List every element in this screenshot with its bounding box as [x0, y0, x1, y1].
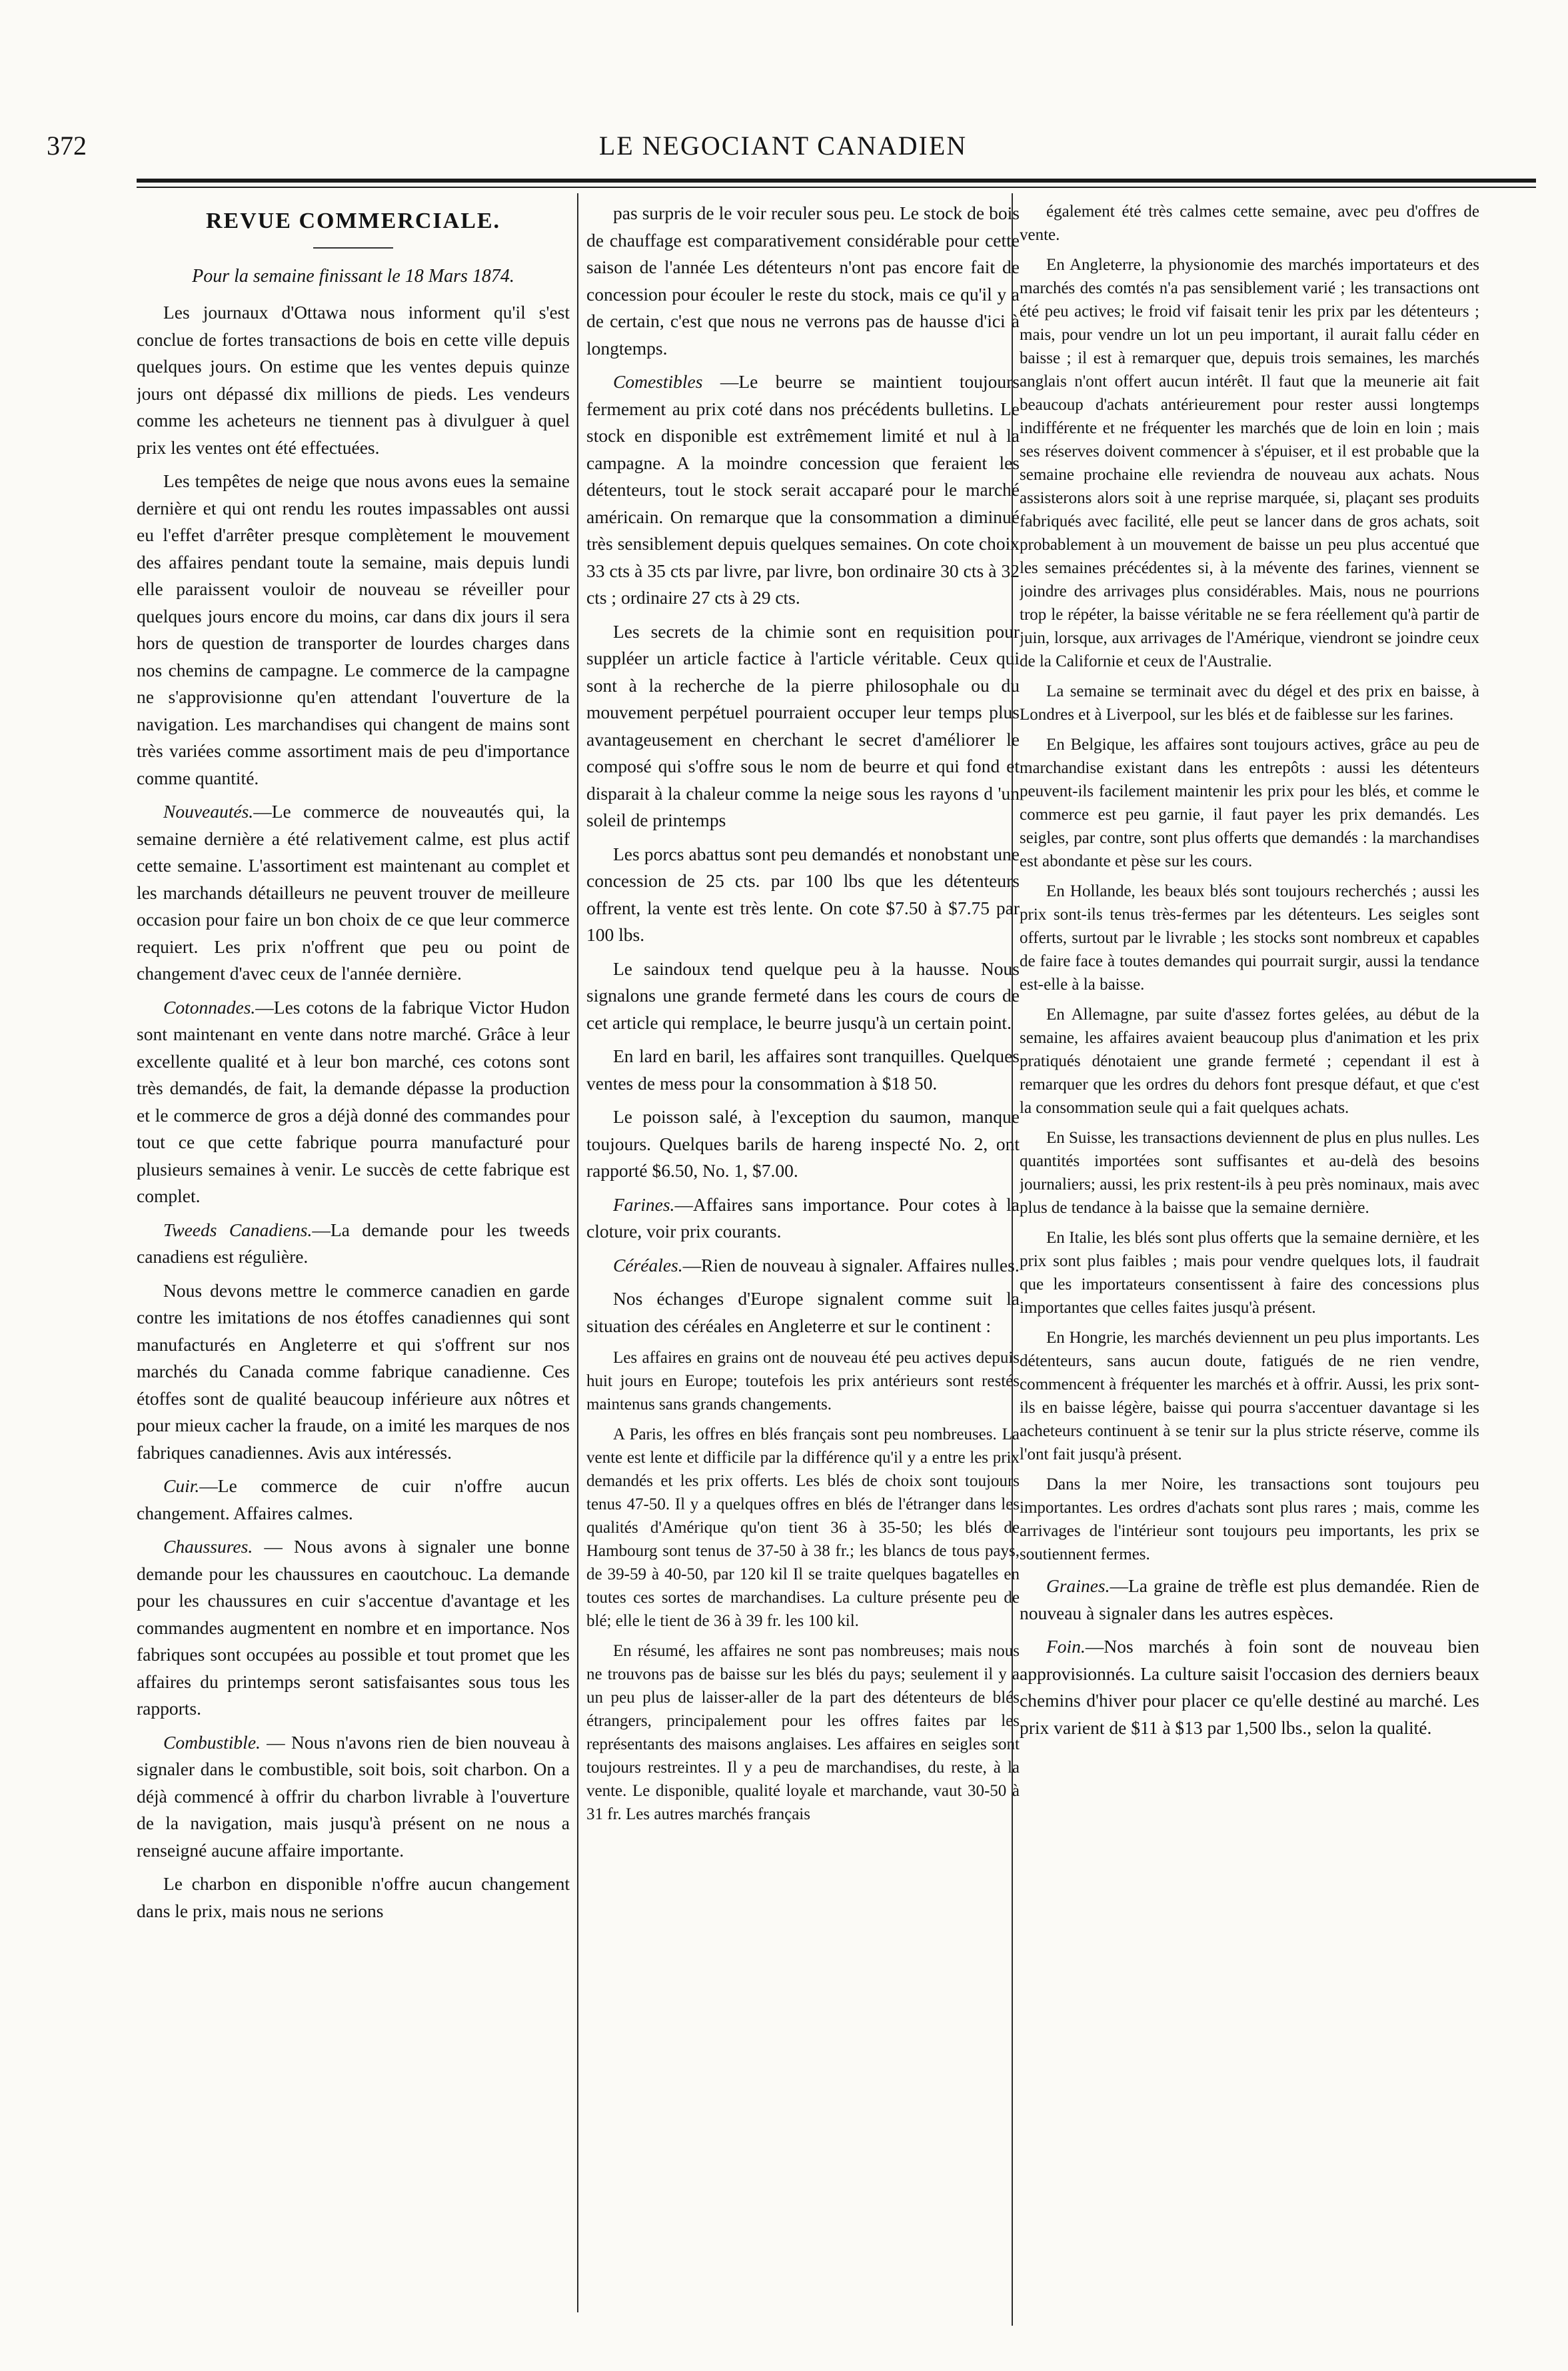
- paragraph-text: —Le commerce de cuir n'offre aucun changement. Affaires calmes.: [137, 1475, 570, 1523]
- heading-rule: [313, 247, 393, 249]
- article-paragraph: [137, 1729, 570, 1865]
- article-paragraph: [1020, 733, 1479, 873]
- paragraph-text: —Les cotons de la fabrique Victor Hudon sont maintenant en vente dans notre marché. Grâce à leur excellente qualité et à leur bon marché, ces cotons sont très demandés, de fait, la demande dépasse la production et le commerce de gros a déjà donné des commandes pour tout ce que cette fabrique pourra manufacturé pour plusieurs semaines à venir. Le succès de cette fabrique est complet.: [137, 996, 570, 1206]
- column-3: [1020, 200, 1479, 2339]
- dateline: Pour la semaine finissant le 18 Mars 1874.: [192, 265, 514, 287]
- paragraph-text: Nous devons mettre le commerce canadien en garde contre les imitations de nos étoffes canadiennes qui sont manufacturés en Angleterre et qui s'offrent sur nos marchés du Canada comme fabrique canadienne. Ces étoffes sont de qualité beaucoup inférieure aux nôtres et pour mieux cacher la fraude, on a imité les marques de nos fabriques canadiennes. Avis aux intéressés.: [137, 1279, 570, 1463]
- page-header: [47, 130, 1519, 170]
- article-paragraph: [1020, 680, 1479, 726]
- header-rule-thin: [137, 187, 1536, 188]
- paragraph-text: A Paris, les offres en blés français sont peu nombreuses. La vente est lente et difficile par la différence qu'il y a entre les prix demandés et les prix offerts. Les blés de choix sont toujours tenus 47-50. Il y a quelques offres en blés de l'étranger dans les qualités d'Amérique qu'on tient 36 à 35-50; les blés de Hambourg sont tenus de 37-50 à 38 fr.; les blancs de tous pays, de 39-59 à 40-50, par 120 kil Il se traite quelques bagatelles en toutes ces sortes de marchandises. La culture présente peu de blé; elle le tient de 36 à 39 fr. les 100 kil.: [586, 1425, 1020, 1630]
- paragraph-text: Nos échanges d'Europe signalent comme suit la situation des céréales en Angleterre et sur le continent :: [586, 1288, 1020, 1336]
- paragraph-rubric: Comestibles: [613, 371, 703, 392]
- article-paragraph: [1020, 253, 1479, 673]
- paragraph-text: Le charbon en disponible n'offre aucun changement dans le prix, mais nous ne serions: [137, 1873, 570, 1921]
- paragraph-rubric: Cuir.: [163, 1475, 200, 1496]
- article-paragraph: [586, 1346, 1020, 1416]
- article-paragraph: [586, 956, 1020, 1037]
- article-paragraph: [1020, 880, 1479, 996]
- paragraph-text: Les tempêtes de neige que nous avons eues la semaine dernière et qui ont rendu les routes impassables ont aussi eu l'effet d'arrêter presque complètement le mouvement des affaires pendant toute la semaine, mais depuis lundi elle paraissent vouloir de nouveau se réveiller pour quelques jours encore du moins, car dans dix jours il sera hors de question de transporter de lourdes charges dans nos chemins de campagne. Le commerce de la campagne ne s'approvisionne qu'en attendant l'ouverture de la navigation. Les marchandises qui changent de mains sont très variées comme assortiment mais de peu d'importance comme quantité.: [137, 470, 570, 788]
- paragraph-text: En Italie, les blés sont plus offerts que la semaine dernière, et les prix sont plus faibles ; mais pour vendre quelques lots, il faudrait que les importateurs consentissent à faire des concessions plus importantes que celles faites jusqu'à présent.: [1020, 1229, 1479, 1317]
- article-paragraph: [586, 1104, 1020, 1185]
- article-paragraph: [586, 1285, 1020, 1339]
- paragraph-rubric: Chaussures.: [163, 1536, 253, 1557]
- column-2: [586, 200, 1020, 2339]
- article-paragraph: [1020, 1226, 1479, 1319]
- article-paragraph: [1020, 200, 1479, 247]
- paragraph-text: En lard en baril, les affaires sont tranquilles. Quelques ventes de mess pour la consommation à $18 50.: [586, 1046, 1020, 1094]
- paragraph-text: —La demande pour les tweeds canadiens est régulière.: [137, 1219, 570, 1267]
- article-paragraph: [586, 1191, 1020, 1245]
- article-paragraph: [137, 994, 570, 1210]
- article-paragraph: [586, 841, 1020, 949]
- paragraph-text: —La graine de trèfle est plus demandée. Rien de nouveau à signaler dans les autres espèces.: [1020, 1575, 1479, 1623]
- paragraph-text: Le saindoux tend quelque peu à la hausse. Nous signalons une grande fermeté dans les cours de cours de cet article qui remplace, le beurre jusqu'à un certain point.: [586, 958, 1020, 1033]
- paragraph-text: Dans la mer Noire, les transactions sont toujours peu importantes. Les ordres d'achats sont plus rares ; mais, comme les arrivages de l'intérieur sont toujours peu importants, les prix se soutiennent fermes.: [1020, 1475, 1479, 1563]
- paragraph-rubric: Foin.: [1046, 1636, 1086, 1657]
- article-paragraph: [137, 1533, 570, 1723]
- paragraph-rubric: Graines.: [1046, 1575, 1110, 1596]
- article-paragraph: [137, 299, 570, 461]
- article-paragraph: [137, 798, 570, 988]
- section-heading: REVUE COMMERCIALE.: [205, 209, 501, 233]
- paragraph-text: —Le beurre se maintient toujours fermement au prix coté dans nos précédents bulletins. Le stock en disponible est extrêmement limité et nul à la campagne. A la moindre concession que feraient les détenteurs, tout le stock serait accaparé pour le marché américain. On remarque que la consommation a diminué très sensiblement depuis quelques semaines. On cote choix 33 cts à 35 cts par livre, par livre, bon ordinaire 30 cts à 32 cts ; ordinaire 27 cts à 29 cts.: [586, 371, 1020, 608]
- article-paragraph: [1020, 1126, 1479, 1219]
- article-paragraph: [586, 1639, 1020, 1826]
- page-number: 372: [47, 131, 87, 161]
- article-paragraph: [137, 1871, 570, 1925]
- paragraph-text: En résumé, les affaires ne sont pas nombreuses; mais nous ne trouvons pas de baisse sur les blés du pays; seulement il y a un peu plus de laisser-aller de la part des détenteurs de blés étrangers, principalement pour les offres faites par les représentants des maisons anglaises. Les affaires en seigles sont toujours restreintes. Il y a peu de marchandises, du reste, à la vente. Le disponible, qualité loyale et marchande, vaut 30-50 à 31 fr. Les autres marchés français: [586, 1642, 1020, 1823]
- paragraph-rubric: Cotonnades.: [163, 996, 256, 1018]
- paragraph-text: pas surpris de le voir reculer sous peu. Le stock de bois de chauffage est comparativement considérable pour cette saison de l'année Les détenteurs n'ont pas encore fait de concession pour écouler le reste du stock, mais ce qu'il y a de certain, c'est que nous ne verrons pas de hausse d'ici à longtemps.: [586, 203, 1020, 359]
- article-paragraph: [586, 369, 1020, 612]
- article-paragraph: [1020, 1003, 1479, 1120]
- paragraph-text: — Nous avons à signaler une bonne demande pour les chaussures en caoutchouc. La demande pour les chaussures en cuir s'accentue d'avantage et les commandes augmentent en nombre et en importance. Nos fabriques sont occupées au possible et tout promet que les affaires du printemps seront satisfaisantes sous tous les rapports.: [137, 1536, 570, 1719]
- header-rule: [137, 179, 1536, 183]
- article-paragraph: [586, 1252, 1020, 1279]
- paragraph-text: —Affaires sans importance. Pour cotes à la cloture, voir prix courants.: [586, 1193, 1020, 1241]
- paragraph-text: Les secrets de la chimie sont en requisition pour suppléer un article factice à l'article véritable. Ceux qui sont à la recherche de la pierre philosophale ou du mouvement perpétuel pourraient occuper leur temps plus avantageusement en cherchant le secret d'améliorer le composé qui s'offre sous le nom de beurre et qui fond et disparait à la chaleur comme la neige sous les rayons d 'un soleil de printemps: [586, 620, 1020, 830]
- paragraph-rubric: Tweeds Canadiens.: [163, 1219, 313, 1240]
- paragraph-text: En Hongrie, les marchés deviennent un peu plus importants. Les détenteurs, sans aucun doute, fatigués de ne rien vendre, commencent à fréquenter les marchés et à offrir. Aussi, les prix sont-ils en baisse légère, baisse qui pourra s'accentuer davantage si les acheteurs continuent à se tenir sur la plus stricte réserve, comme ils l'ont fait jusqu'à présent.: [1020, 1329, 1479, 1463]
- article-paragraph: [1020, 1633, 1479, 1741]
- paragraph-text: —Rien de nouveau à signaler. Affaires nulles.: [682, 1254, 1020, 1275]
- paragraph-text: Les affaires en grains ont de nouveau été peu actives depuis huit jours en Europe; toutefois les prix antérieurs sont restés maintenus sans grands changements.: [586, 1349, 1020, 1413]
- paragraph-text: Les journaux d'Ottawa nous informent qu'il s'est conclue de fortes transactions de bois en cette ville depuis quelques jours. On estime que les ventes depuis quinze jours ont dépassé dix millions de pieds. Les vendeurs comme les acheteurs ne tiennent pas à divulguer à quel prix les ventes ont été effectuées.: [137, 302, 570, 458]
- paragraph-rubric: Céréales.: [613, 1254, 683, 1275]
- running-title: LE NEGOCIANT CANADIEN: [598, 131, 968, 161]
- article-paragraph: [586, 618, 1020, 834]
- paragraph-text: — Nous n'avons rien de bien nouveau à signaler dans le combustible, soit bois, soit charbon. On a déjà commencé à offrir du charbon livrable à l'ouverture de la navigation, mais jusqu'à présent on ne nous a renseigné aucune affaire importante.: [137, 1731, 570, 1861]
- article-paragraph: [137, 1277, 570, 1467]
- article-paragraph: [586, 1043, 1020, 1097]
- column-separator: [577, 193, 578, 2312]
- paragraph-text: En Suisse, les transactions deviennent de plus en plus nulles. Les quantités importées sont suffisantes et au-delà des besoins journaliers; aussi, les prix restent-ils à peu près nominaux, mais avec plus de tendance à la baisse que la semaine dernière.: [1020, 1129, 1479, 1217]
- paragraph-text: également été très calmes cette semaine, avec peu d'offres de vente.: [1020, 203, 1479, 244]
- paragraph-rubric: Combustible.: [163, 1731, 261, 1753]
- article-paragraph: [1020, 1326, 1479, 1466]
- article-paragraph: [137, 1217, 570, 1271]
- paragraph-text: —Le commerce de nouveautés qui, la semaine dernière a été relativement calme, est plus actif cette semaine. L'assortiment est maintenant au complet et les marchands détailleurs ne peuvent trouver de meilleure occasion pour faire un bon choix de ce que leur commerce requiert. Les prix n'offrent que peu ou point de changement d'avec ceux de l'année dernière.: [137, 801, 570, 984]
- article-paragraph: [1020, 1573, 1479, 1627]
- paragraph-text: En Belgique, les affaires sont toujours actives, grâce au peu de marchandise existant dans les entrepôts : aussi les détenteurs peuvent-ils facilement maintenir les prix pour les blés, et comme le commerce est peu garnie, il faut payer les prix demandés. Les seigles, par contre, sont plus offerts que demandés : la marchandises est abondante et pèse sur les cours.: [1020, 736, 1479, 870]
- article-paragraph: [586, 1423, 1020, 1633]
- article-paragraph: [137, 1473, 570, 1527]
- paragraph-text: Les porcs abattus sont peu demandés et nonobstant une concession de 25 cts. par 100 lbs que les détenteurs offrent, la vente est très lente. On cote $7.50 à $7.75 par 100 lbs.: [586, 843, 1020, 945]
- paragraph-text: En Allemagne, par suite d'assez fortes gelées, au début de la semaine, les affaires avaient beaucoup plus d'animation et les prix pratiqués dénotaient une grande fermeté ; cependant il est à remarquer que les ordres du dehors font presque défaut, et que c'est la consommation seule qui a fait quelques achats.: [1020, 1006, 1479, 1117]
- column-2-paragraphs: [586, 200, 1020, 1826]
- column-1-paragraphs: [137, 299, 570, 1925]
- column-3-paragraphs: [1020, 200, 1479, 1741]
- paragraph-text: La semaine se terminait avec du dégel et des prix en baisse, à Londres et à Liverpool, sur les blés et de faiblesse sur les farines.: [1020, 682, 1479, 724]
- paragraph-text: Le poisson salé, à l'exception du saumon, manque toujours. Quelques barils de hareng inspecté No. 2, ont rapporté $6.50, No. 1, $7.00.: [586, 1106, 1020, 1181]
- article-paragraph: [137, 468, 570, 792]
- paragraph-text: En Angleterre, la physionomie des marchés importateurs et des marchés des comtés n'a pas sensiblement varié ; les transactions ont été peu actives; le froid vif faisait tenir les prix par les détenteurs ; mais, pour vendre un lot un peu important, il aurait fallu céder en baisse ; il est à remarquer que, depuis trois semaines, les marchés anglais n'ont offert aucun intérêt. Il faut que la meunerie ait fait beaucoup d'achats antérieurement pour rester aussi longtemps indifférente et ne fréquenter les marchés que de loin en loin ; mais ses réserves doivent commencer à s'épuiser, et il est probable que la semaine prochaine elle reviendra de nouveau aux achats. Nous assisterons alors soit à une reprise marquée, si, plaçant ses produits fabriqués avec facilité, elle peut se lancer dans de gros achats, soit probablement à un mouvement de baisse un peu plus accentué que les semaines précédentes si, à la mévente des farines, viennent se joindre des arrivages plus considérables. Mais, nous ne pourrions trop le répéter, la baisse véritable ne se fera réellement qu'à partir de juin, lorsque, aux arrivages de l'Amérique, viendront se joindre ceux de la Californie et ceux de l'Australie.: [1020, 256, 1479, 670]
- paragraph-text: En Hollande, les beaux blés sont toujours recherchés ; aussi les prix sont-ils tenus très-fermes par les détenteurs. Les seigles sont offerts, surtout par le livrable ; les stocks sont nombreux et capables de faire face à toutes demandes qui pourrait surgir, aussi la tendance est-elle à la baisse.: [1020, 882, 1479, 994]
- article-paragraph: [1020, 1473, 1479, 1566]
- article-paragraph: [586, 200, 1020, 362]
- column-1: [137, 200, 570, 2339]
- paragraph-text: —Nos marchés à foin sont de nouveau bien approvisionnés. La culture saisit l'occasion des derniers beaux chemins d'hiver pour placer ce qu'elle destiné au marché. Les prix varient de $11 à $13 par 1,500 lbs., selon la qualité.: [1020, 1636, 1479, 1738]
- paragraph-rubric: Farines.: [613, 1193, 675, 1215]
- paragraph-rubric: Nouveautés.: [163, 801, 254, 822]
